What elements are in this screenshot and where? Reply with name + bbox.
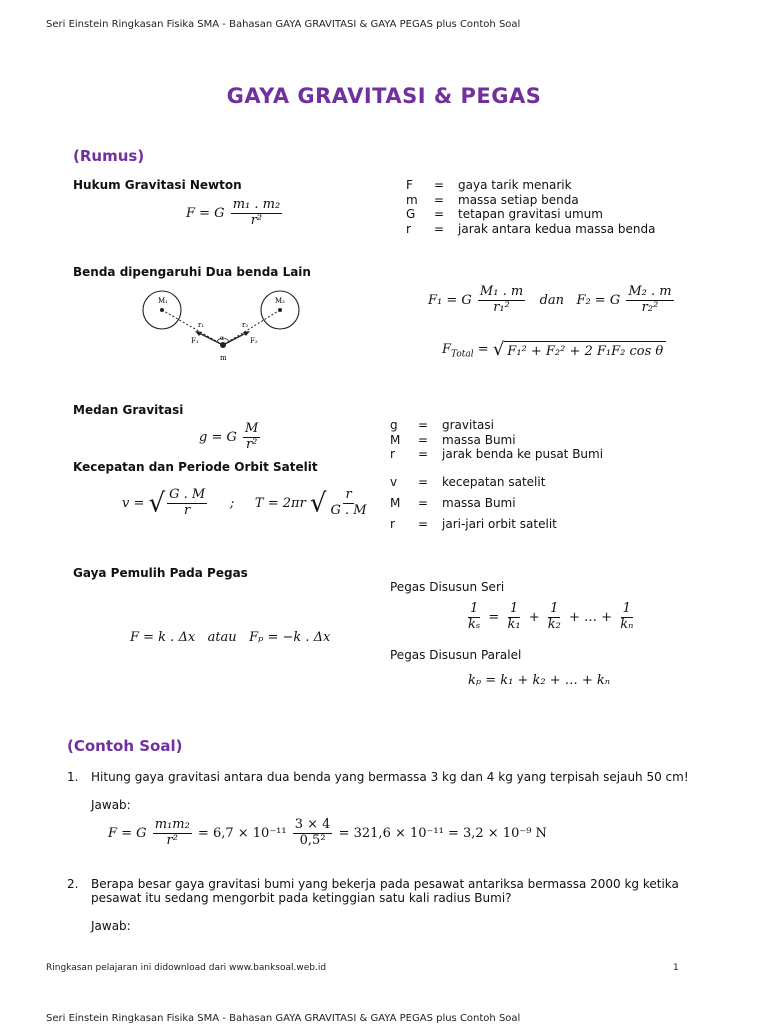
newton-legend-equals: = <box>434 207 445 222</box>
newton-legend-symbol: r <box>406 221 411 236</box>
m2-label: M₂ <box>275 297 285 305</box>
q1-jawab: Jawab: <box>91 798 131 812</box>
f1-denominator: r₁² <box>493 299 510 315</box>
medan-legend <box>390 418 603 462</box>
newton-legend <box>406 178 655 236</box>
newton-legend-equals: = <box>434 221 445 236</box>
orbit-legend-row <box>390 472 557 493</box>
page-header: Seri Einstein Ringkasan Fisika SMA - Bahasan GAYA GRAVITASI & GAYA PEGAS plus Contoh Soal <box>46 19 521 30</box>
orbit-label: Kecepatan dan Periode Orbit Satelit <box>73 460 318 474</box>
newton-formula <box>186 198 284 229</box>
seri-plus-3: + <box>601 609 613 625</box>
newton-legend-row <box>406 207 655 222</box>
f1-label: F₁ <box>191 337 199 345</box>
orbit-legend-symbol: r <box>390 517 395 531</box>
seri-dots: … <box>584 609 598 625</box>
orbit-legend-description: jari-jari orbit satelit <box>442 517 557 531</box>
newton-legend-equals: = <box>434 192 445 207</box>
q1-answer-formula <box>108 818 547 849</box>
atau-word: atau <box>207 630 237 645</box>
ftotal-lhs: F <box>442 342 452 357</box>
ftotal-radicand: F₁² + F₂² + 2 F₁F₂ cos θ <box>504 341 666 359</box>
newton-legend-description: tetapan gravitasi umum <box>458 207 603 222</box>
pegas-seri-label: Pegas Disusun Seri <box>390 580 505 594</box>
pegas-label: Gaya Pemulih Pada Pegas <box>73 566 248 580</box>
newton-numerator: m₁ . m₂ <box>232 197 281 212</box>
orbit-legend-description: massa Bumi <box>442 496 516 510</box>
q1-f2-den: 0,5² <box>299 832 326 848</box>
footer-text: Ringkasan pelajaran ini didownload dari www.banksoal.web.id <box>46 963 327 973</box>
pegas-formula <box>130 630 330 645</box>
pegas-formula-b: Fₚ = −k . Δx <box>249 630 331 645</box>
mass-m-dot <box>220 342 226 348</box>
orbit-legend <box>390 472 557 535</box>
medan-legend-equals: = <box>418 447 429 462</box>
t-lhs: T = 2πr <box>254 495 306 511</box>
medan-legend-equals: = <box>418 432 429 447</box>
seri-kn-den: kₙ <box>620 616 634 632</box>
q1-rhs: = 321,6 × 10⁻¹¹ = 3,2 × 10⁻⁹ N <box>338 825 547 841</box>
v-numerator: G . M <box>169 487 206 502</box>
next-page-header: Seri Einstein Ringkasan Fisika SMA - Bahasan GAYA GRAVITASI & GAYA PEGAS plus Contoh Soal <box>46 1013 521 1024</box>
orbit-separator: ; <box>229 495 235 511</box>
newton-legend-description: jarak antara kedua massa benda <box>458 221 656 236</box>
medan-formula <box>199 422 262 453</box>
medan-legend-symbol: r <box>390 447 395 462</box>
q1-f1-den: r² <box>166 832 178 848</box>
v-lhs: v = <box>122 495 145 511</box>
medan-legend-equals: = <box>418 418 429 432</box>
m-label: m <box>220 354 227 362</box>
seri-plus-2: + <box>568 609 580 625</box>
f2-numerator: M₂ . m <box>628 284 672 299</box>
seri-k1-num: 1 <box>509 601 519 616</box>
q1-number: 1. <box>67 770 79 784</box>
medan-lhs: g = G <box>199 429 237 445</box>
newton-legend-symbol: G <box>406 207 416 222</box>
newton-legend-equals: = <box>434 178 445 192</box>
theta-label: α <box>220 335 225 342</box>
orbit-legend-equals: = <box>418 496 429 510</box>
medan-legend-symbol: M <box>390 432 401 447</box>
medan-legend-row <box>390 447 603 462</box>
f2-label: F₂ <box>250 337 258 345</box>
q2-jawab: Jawab: <box>91 919 131 933</box>
f2-arrow <box>223 332 248 345</box>
seri-ks-den: kₛ <box>468 616 481 632</box>
newton-legend-row <box>406 178 655 193</box>
q1-text: Hitung gaya gravitasi antara dua benda yang bermassa 3 kg dan 4 kg yang terpisah sejauh 50 cm! <box>91 770 689 784</box>
t-numerator: r <box>345 487 352 502</box>
two-mass-diagram <box>140 288 310 366</box>
q1-lhs: F = G <box>108 825 147 841</box>
orbit-legend-symbol: M <box>390 496 401 510</box>
orbit-legend-equals: = <box>418 475 429 489</box>
v-denominator: r <box>184 502 191 518</box>
pegas-formula-a: F = k . Δx <box>130 630 196 645</box>
newton-legend-symbol: F <box>406 178 413 192</box>
seri-k1-den: k₁ <box>507 616 521 632</box>
orbit-formula: v = √ $\frac{G . M}{r}$ ; T = 2πr √ $\frac{r}{G . M}$ <box>122 487 367 519</box>
medan-legend-row <box>390 418 603 433</box>
q1-f2-num: 3 × 4 <box>294 817 331 832</box>
q2-text: Berapa besar gaya gravitasi bumi yang bekerja pada pesawat antariksa bermassa 2000 kg ketika pesawat itu sedang mengorbit pada ketinggian satu kali radius Bumi? <box>91 877 679 905</box>
r2-label: r₂ <box>242 321 249 329</box>
medan-legend-symbol: g <box>390 418 398 432</box>
medan-legend-row <box>390 433 603 448</box>
section-heading-rumus: (Rumus) <box>73 147 145 165</box>
f1-numerator: M₁ . m <box>479 284 524 299</box>
newton-legend-symbol: m <box>406 192 418 207</box>
orbit-legend-equals: = <box>418 517 429 531</box>
f2-lhs: F₂ = G <box>576 292 621 308</box>
r1-label: r₁ <box>198 321 205 329</box>
ftotal-formula: $F_{Total}$ = √ F₁² + F₂² + 2 F₁F₂ cos θ <box>442 339 666 360</box>
seri-ks-num: 1 <box>469 601 479 616</box>
seri-kn-num: 1 <box>622 601 631 616</box>
seri-plus-1: + <box>528 609 540 625</box>
medan-numerator: M <box>245 421 259 436</box>
q1-f1-num: m₁m₂ <box>154 817 190 832</box>
medan-label: Medan Gravitasi <box>73 403 184 417</box>
medan-denominator: r² <box>245 436 258 452</box>
orbit-legend-symbol: v <box>390 475 398 489</box>
q2-number: 2. <box>67 877 79 891</box>
pegas-paralel-formula: kₚ = k₁ + k₂ + … + kₙ <box>468 673 611 688</box>
newton-legend-row <box>406 193 655 208</box>
ftotal-eq: = <box>477 342 489 357</box>
section-heading-contoh: (Contoh Soal) <box>67 737 183 755</box>
newton-label: Hukum Gravitasi Newton <box>73 178 242 192</box>
newton-legend-row <box>406 222 655 237</box>
newton-denominator: r² <box>250 212 263 228</box>
orbit-legend-row <box>390 514 557 535</box>
medan-legend-description: massa Bumi <box>442 432 516 447</box>
ftotal-sub: Total <box>451 349 474 360</box>
seri-eq: = <box>488 609 500 625</box>
q1-mid: = 6,7 × 10⁻¹¹ <box>197 825 287 841</box>
pegas-paralel-label: Pegas Disusun Paralel <box>390 648 522 662</box>
dua-benda-label: Benda dipengaruhi Dua benda Lain <box>73 265 311 279</box>
newton-legend-description: massa setiap benda <box>458 192 579 207</box>
dan-word: dan <box>539 292 565 308</box>
medan-legend-description: gravitasi <box>442 418 494 432</box>
m1-label: M₁ <box>158 297 168 305</box>
pegas-seri-formula <box>464 602 637 633</box>
f1-lhs: F₁ = G <box>428 292 472 308</box>
f2-denominator: r₂² <box>641 299 659 315</box>
page-title: GAYA GRAVITASI & PEGAS <box>226 84 542 108</box>
t-denominator: G . M <box>330 502 367 518</box>
medan-legend-description: jarak benda ke pusat Bumi <box>442 447 604 462</box>
orbit-legend-description: kecepatan satelit <box>442 475 546 489</box>
f1-f2-formula <box>428 285 676 316</box>
newton-legend-description: gaya tarik menarik <box>458 178 572 192</box>
seri-k2-num: 1 <box>550 601 559 616</box>
orbit-legend-row <box>390 493 557 514</box>
newton-lhs: F = G <box>186 205 225 221</box>
seri-k2-den: k₂ <box>547 616 561 632</box>
page-number: 1 <box>673 963 679 973</box>
